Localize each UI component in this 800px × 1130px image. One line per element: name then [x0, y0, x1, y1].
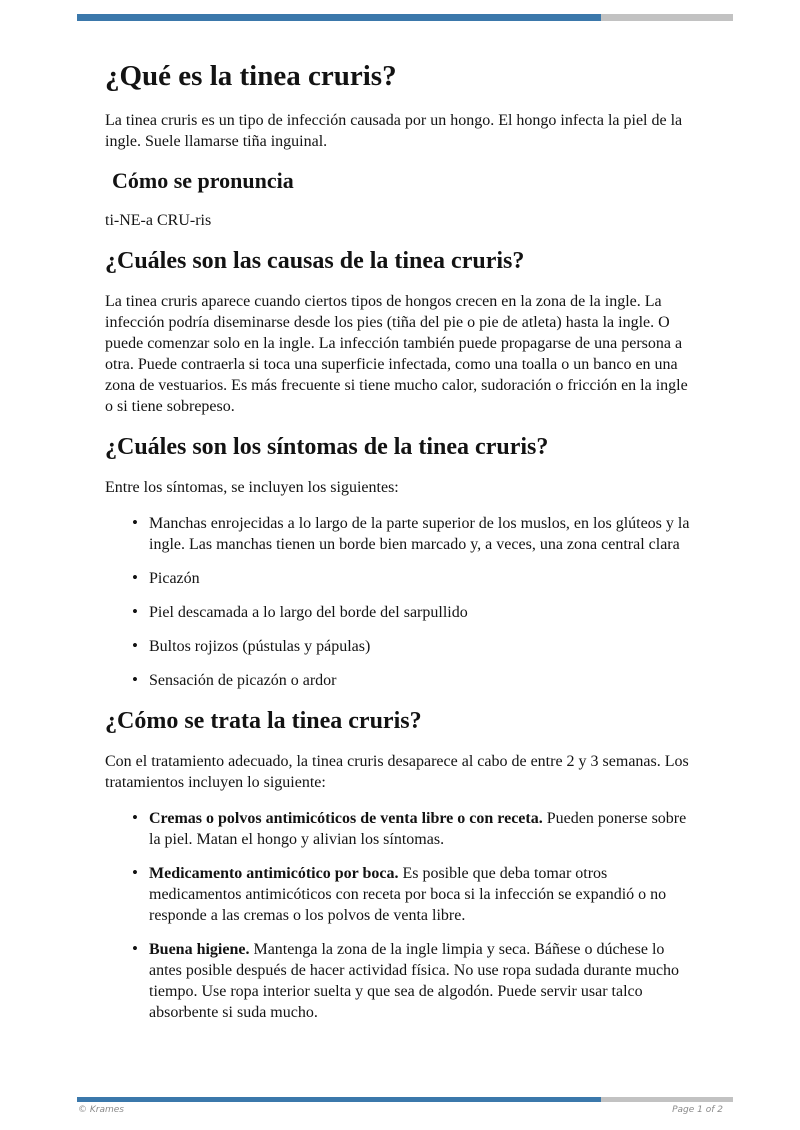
page-title: ¿Qué es la tinea cruris? [105, 60, 397, 92]
heading-pronunciation: Cómo se pronuncia [112, 168, 294, 193]
list-item-text: Mantenga la zona de la ingle limpia y seca. Báñese o dúchese lo antes posible después de hacer actividad física. No use ropa sudada durante mucho tiempo. Use ropa interior suelta y que sea de algodón. Puede servir usar talco absorbente si suda mucho. [149, 941, 680, 1021]
heading-causes: ¿Cuáles son las causas de la tinea cruris? [105, 248, 525, 274]
footer-page-number: Page 1 of 2 [672, 1105, 723, 1115]
footer-accent-bar-blue-segment [77, 1097, 601, 1102]
symptoms-intro: Entre los síntomas, se incluyen los siguientes: [105, 479, 399, 496]
intro-paragraph: La tinea cruris es un tipo de infección causada por un hongo. El hongo infecta la piel de la ingle. Suele llamarse tiña inguinal. [105, 112, 683, 150]
document-content [105, 52, 695, 1038]
symptoms-list [105, 513, 695, 691]
top-accent-bar-blue-segment [77, 14, 601, 21]
page-footer [78, 1104, 723, 1116]
treatment-list [105, 808, 695, 1023]
list-item: • Sensación de picazón o ardor [149, 670, 695, 691]
list-item [149, 863, 695, 926]
causes-paragraph: La tinea cruris aparece cuando ciertos tipos de hongos crecen en la zona de la ingle. La infección podría diseminarse desde los pies (tiña del pie o pie de atleta) hasta la ingle. O puede comenzar solo en la ingle. La infección también puede propagarse de una persona a otra. Puede contraerla si toca una superficie infectada, como una toalla o un banco en una zona de vestuarios. Es más frecuente si tiene mucho calor, sudoración o fricción en la ingle o si tiene sobrepeso. [105, 293, 688, 415]
treatment-intro: Con el tratamiento adecuado, la tinea cruris desaparece al cabo de entre 2 y 3 semanas. Los tratamientos incluyen lo siguiente: [105, 753, 689, 791]
pronunciation-text: ti-NE-a CRU-ris [105, 212, 212, 229]
footer-accent-bar-gray-segment [601, 1097, 733, 1102]
list-item-text: Pueden ponerse sobre la piel. Matan el hongo y alivian los síntomas. [149, 810, 687, 848]
list-item-bold-lead: Medicamento antimicótico por boca. [149, 865, 399, 882]
list-item-bold-lead: Buena higiene. [149, 941, 250, 958]
list-item: • Manchas enrojecidas a lo largo de la parte superior de los muslos, en los glúteos y la ingle. Las manchas tienen un borde bien marcado y, a veces, una zona central clara [149, 513, 695, 555]
list-item: • Bultos rojizos (pústulas y pápulas) [149, 636, 695, 657]
top-accent-bar-gray-segment [601, 14, 733, 21]
list-item: • Piel descamada a lo largo del borde del sarpullido [149, 602, 695, 623]
footer-accent-bar [77, 1097, 733, 1102]
heading-symptoms: ¿Cuáles son los síntomas de la tinea cruris? [105, 434, 549, 460]
list-item: • Picazón [149, 568, 695, 589]
list-item-bold-lead: Cremas o polvos antimicóticos de venta libre o con receta. [149, 810, 543, 827]
heading-treatment: ¿Cómo se trata la tinea cruris? [105, 708, 422, 734]
list-item [149, 939, 695, 1023]
list-item [149, 808, 695, 850]
list-item-text: Es posible que deba tomar otros medicamentos antimicóticos con receta por boca si la infección se expandió o no responde a las cremas o los polvos de venta libre. [149, 865, 667, 924]
footer-copyright: © Krames [78, 1105, 124, 1115]
top-accent-bar [77, 14, 733, 21]
